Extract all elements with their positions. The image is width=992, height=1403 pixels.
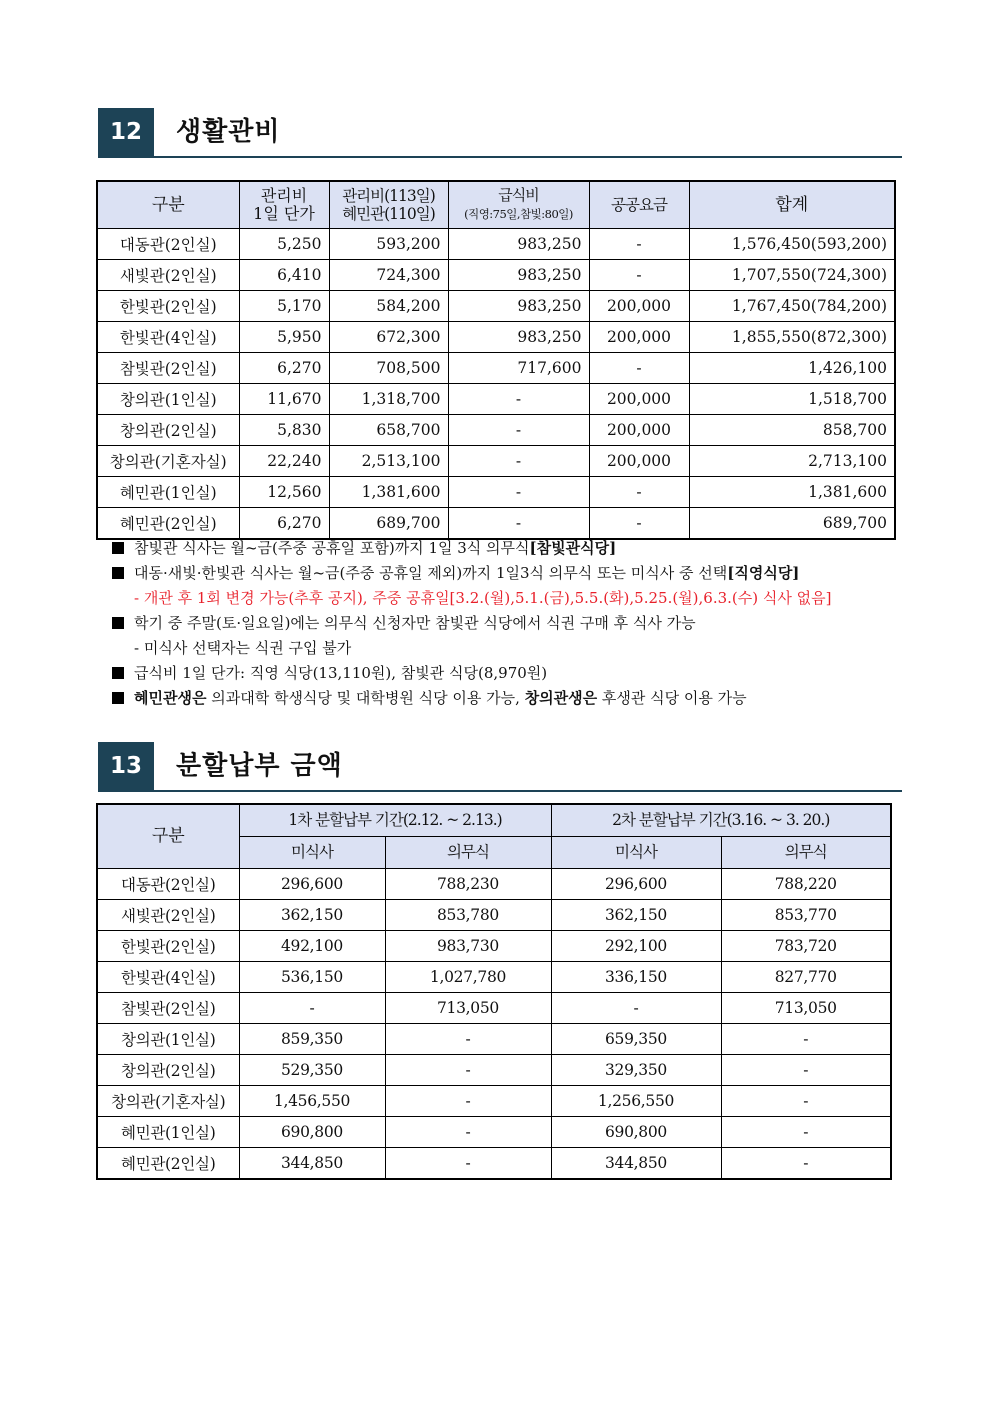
header-category: 구분 [97,181,239,228]
note-item [112,561,902,586]
note-emphasis: [직영식당] [727,564,800,582]
cell-no-meal-1: 690,800 [239,1116,385,1147]
note-text: 학기 중 주말(토·일요일)에는 의무식 신청자만 참빛관 식당에서 식권 구매 후 식사 가능 [134,614,696,632]
header-second-installment: 2차 분할납부 기간(3.16. ~ 3. 20.) [551,804,891,836]
note-item [112,536,902,561]
cell-mgmt-fee: 2,513,100 [329,445,448,476]
table-row [97,1147,891,1179]
table-row [97,352,895,383]
note-warning-text: - 개관 후 1회 변경 가능(추후 공지), 주중 공휴일[3.2.(월),5.1.(금),5.5.(화),5.25.(월),6.3.(수) 식사 없음] [134,589,832,607]
cell-no-meal-2: 292,100 [551,930,721,961]
square-bullet-icon [112,692,124,704]
cell-mandatory-meal-2: 783,720 [721,930,891,961]
cell-total: 858,700 [689,414,895,445]
table-row [97,1116,891,1147]
table-row [97,383,895,414]
installment-table [96,803,892,1180]
cell-meal-fee: 983,250 [448,228,589,259]
table-row [97,930,891,961]
header-mgmt-fee-period: 관리비(113일) 혜민관(110일) [329,181,448,228]
note-text: 급식비 1일 단가: 직영 식당(13,110원), 참빛관 식당(8,970원) [134,664,548,682]
table-row [97,445,895,476]
table-row [97,476,895,507]
table-row [97,1023,891,1054]
table-row [97,992,891,1023]
cell-mandatory-meal-2: - [721,1023,891,1054]
cell-no-meal-2: 336,150 [551,961,721,992]
cell-mandatory-meal-2: 713,050 [721,992,891,1023]
cell-mandatory-meal-1: - [385,1116,551,1147]
cell-utilities: - [589,228,689,259]
cell-mandatory-meal-1: - [385,1054,551,1085]
header-meal-fee: 급식비 (직영:75일,참빛:80일) [448,181,589,228]
note-emphasis: 혜민관생은 [134,689,207,707]
header-mandatory-meal-1: 의무식 [385,836,551,868]
table-body [97,868,891,1179]
cell-mgmt-fee: 672,300 [329,321,448,352]
cell-no-meal-2: 296,600 [551,868,721,899]
cell-utilities: - [589,259,689,290]
cell-no-meal-1: - [239,992,385,1023]
note-emphasis: [참빛관식당] [529,539,617,557]
notes-list [112,536,902,711]
cell-daily-fee: 6,270 [239,352,329,383]
section-13-header [98,742,902,792]
cell-mandatory-meal-1: 713,050 [385,992,551,1023]
table-body [97,228,895,539]
cell-daily-fee: 5,250 [239,228,329,259]
table-header-row [97,181,895,228]
cell-mgmt-fee: 689,700 [329,507,448,539]
cell-dorm: 한빛관(4인실) [97,961,239,992]
section-title: 분할납부 금액 [176,751,343,781]
cell-no-meal-2: 329,350 [551,1054,721,1085]
section-title: 생활관비 [176,117,281,147]
cell-dorm: 대동관(2인실) [97,868,239,899]
cell-mandatory-meal-1: 853,780 [385,899,551,930]
cell-mgmt-fee: 584,200 [329,290,448,321]
cell-mandatory-meal-1: - [385,1085,551,1116]
cell-dorm: 한빛관(2인실) [97,290,239,321]
cell-mandatory-meal-2: 788,220 [721,868,891,899]
cell-utilities: - [589,352,689,383]
square-bullet-icon [112,542,124,554]
cell-mandatory-meal-1: - [385,1023,551,1054]
square-bullet-icon [112,617,124,629]
cell-utilities: 200,000 [589,414,689,445]
cell-mgmt-fee: 1,318,700 [329,383,448,414]
note-item [112,586,902,611]
cell-utilities: - [589,507,689,539]
cell-mandatory-meal-1: 983,730 [385,930,551,961]
section-divider [98,790,902,792]
cell-dorm: 창의관(기혼자실) [97,445,239,476]
cell-no-meal-2: 1,256,550 [551,1085,721,1116]
cell-meal-fee: 983,250 [448,259,589,290]
cell-no-meal-2: 344,850 [551,1147,721,1179]
table-group-header-row [97,804,891,836]
header-mandatory-meal-2: 의무식 [721,836,891,868]
note-text: 후생관 식당 이용 가능 [597,689,747,707]
header-no-meal-1: 미식사 [239,836,385,868]
cell-daily-fee: 6,410 [239,259,329,290]
cell-total: 1,426,100 [689,352,895,383]
cell-dorm: 창의관(2인실) [97,414,239,445]
cell-daily-fee: 22,240 [239,445,329,476]
cell-utilities: 200,000 [589,445,689,476]
cell-meal-fee: - [448,445,589,476]
cell-mandatory-meal-1: 1,027,780 [385,961,551,992]
cell-dorm: 참빛관(2인실) [97,992,239,1023]
note-item [112,611,902,636]
table-row [97,290,895,321]
table-row [97,507,895,539]
cell-mandatory-meal-2: - [721,1054,891,1085]
cell-meal-fee: - [448,507,589,539]
cell-dorm: 한빛관(4인실) [97,321,239,352]
cell-no-meal-1: 492,100 [239,930,385,961]
cell-dorm: 혜민관(2인실) [97,507,239,539]
cell-dorm: 새빛관(2인실) [97,259,239,290]
note-item [112,661,902,686]
cell-utilities: - [589,476,689,507]
header-category: 구분 [97,804,239,868]
table-row [97,1054,891,1085]
note-subtext: - 미식사 선택자는 식권 구입 불가 [134,639,352,657]
cell-total: 1,381,600 [689,476,895,507]
header-utilities: 공공요금 [589,181,689,228]
cell-mgmt-fee: 708,500 [329,352,448,383]
cell-mandatory-meal-1: 788,230 [385,868,551,899]
note-text: 참빛관 식사는 월~금(주중 공휴일 포함)까지 1일 3식 의무식 [134,539,530,557]
cell-mandatory-meal-2: 827,770 [721,961,891,992]
header-total: 합계 [689,181,895,228]
note-item [112,686,902,711]
cell-meal-fee: 983,250 [448,321,589,352]
header-first-installment: 1차 분할납부 기간(2.12. ~ 2.13.) [239,804,551,836]
cell-daily-fee: 12,560 [239,476,329,507]
header-daily-mgmt-fee: 관리비 1일 단가 [239,181,329,228]
cell-dorm: 창의관(1인실) [97,1023,239,1054]
section-divider [98,156,902,158]
cell-dorm: 혜민관(1인실) [97,1116,239,1147]
cell-total: 2,713,100 [689,445,895,476]
cell-dorm: 창의관(2인실) [97,1054,239,1085]
cell-utilities: 200,000 [589,321,689,352]
cell-no-meal-1: 362,150 [239,899,385,930]
cell-meal-fee: 983,250 [448,290,589,321]
cell-no-meal-2: 690,800 [551,1116,721,1147]
cell-meal-fee: - [448,476,589,507]
section-number-badge: 12 [98,108,154,156]
cell-no-meal-1: 296,600 [239,868,385,899]
cell-mgmt-fee: 593,200 [329,228,448,259]
cell-meal-fee: - [448,383,589,414]
cell-no-meal-2: 362,150 [551,899,721,930]
square-bullet-icon [112,667,124,679]
living-expense-table [96,180,896,540]
cell-total: 689,700 [689,507,895,539]
cell-total: 1,855,550(872,300) [689,321,895,352]
table-row [97,259,895,290]
table-row [97,1085,891,1116]
section-number-badge: 13 [98,742,154,790]
cell-dorm: 대동관(2인실) [97,228,239,259]
cell-dorm: 혜민관(1인실) [97,476,239,507]
cell-utilities: 200,000 [589,290,689,321]
cell-dorm: 참빛관(2인실) [97,352,239,383]
cell-mandatory-meal-2: - [721,1147,891,1179]
table-row [97,961,891,992]
cell-meal-fee: - [448,414,589,445]
note-item [112,636,902,661]
table-row [97,228,895,259]
cell-no-meal-1: 344,850 [239,1147,385,1179]
cell-total: 1,576,450(593,200) [689,228,895,259]
cell-mgmt-fee: 658,700 [329,414,448,445]
cell-total: 1,707,550(724,300) [689,259,895,290]
cell-mandatory-meal-2: - [721,1085,891,1116]
table-row [97,899,891,930]
table-row [97,868,891,899]
cell-utilities: 200,000 [589,383,689,414]
cell-total: 1,518,700 [689,383,895,414]
cell-no-meal-1: 1,456,550 [239,1085,385,1116]
cell-daily-fee: 5,950 [239,321,329,352]
cell-no-meal-2: 659,350 [551,1023,721,1054]
cell-mandatory-meal-2: 853,770 [721,899,891,930]
cell-daily-fee: 11,670 [239,383,329,414]
table-row [97,414,895,445]
header-no-meal-2: 미식사 [551,836,721,868]
cell-daily-fee: 6,270 [239,507,329,539]
cell-daily-fee: 5,830 [239,414,329,445]
cell-no-meal-1: 529,350 [239,1054,385,1085]
cell-daily-fee: 5,170 [239,290,329,321]
cell-total: 1,767,450(784,200) [689,290,895,321]
note-text: 의과대학 학생식당 및 대학병원 식당 이용 가능, [206,689,525,707]
cell-dorm: 한빛관(2인실) [97,930,239,961]
cell-dorm: 창의관(1인실) [97,383,239,414]
note-emphasis: 창의관생은 [524,689,598,707]
note-text: 대동·새빛·한빛관 식사는 월~금(주중 공휴일 제외)까지 1일3식 의무식 또는 미식사 중 선택 [134,564,728,582]
cell-mgmt-fee: 1,381,600 [329,476,448,507]
cell-no-meal-2: - [551,992,721,1023]
cell-mandatory-meal-2: - [721,1116,891,1147]
cell-meal-fee: 717,600 [448,352,589,383]
cell-dorm: 혜민관(2인실) [97,1147,239,1179]
cell-mgmt-fee: 724,300 [329,259,448,290]
cell-dorm: 새빛관(2인실) [97,899,239,930]
cell-dorm: 창의관(기혼자실) [97,1085,239,1116]
cell-no-meal-1: 536,150 [239,961,385,992]
cell-no-meal-1: 859,350 [239,1023,385,1054]
table-row [97,321,895,352]
square-bullet-icon [112,567,124,579]
cell-mandatory-meal-1: - [385,1147,551,1179]
section-12-header [98,108,902,158]
